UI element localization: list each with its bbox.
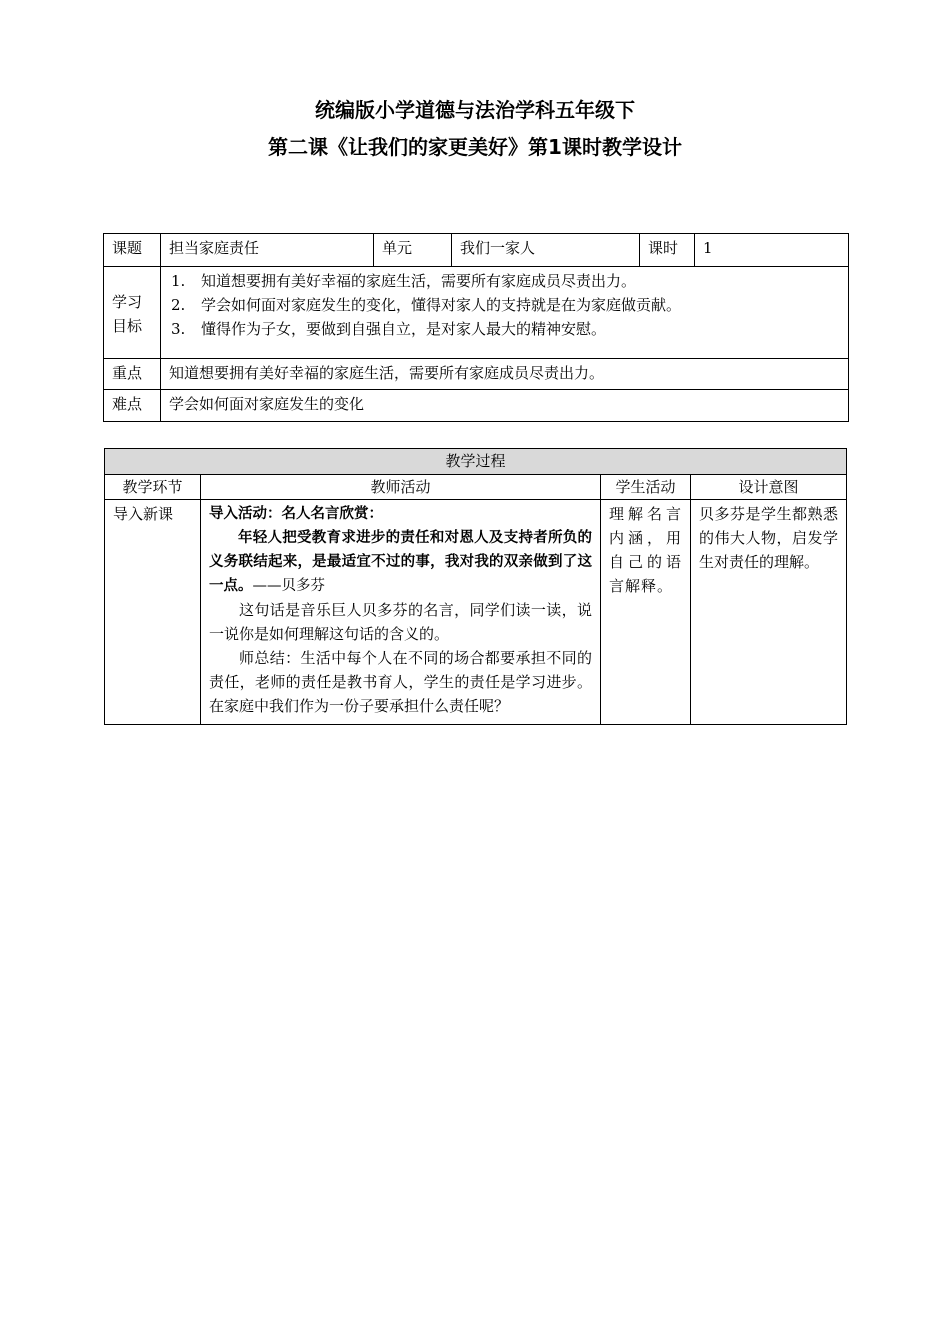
goal-number: 3. — [171, 320, 186, 338]
column-header-teacher: 教师活动 — [201, 475, 601, 500]
teacher-paragraph-1: 这句话是音乐巨人贝多芬的名言，同学们读一读，说一说你是如何理解这句话的含义的。 — [209, 601, 592, 643]
goals-row — [104, 267, 849, 359]
document-title-line-1: 统编版小学道德与法治学科五年级下 — [315, 98, 635, 122]
period-value: 1 — [695, 234, 849, 267]
goals-list — [161, 267, 849, 359]
column-header-intent: 设计意图 — [691, 475, 847, 500]
column-header-row — [105, 475, 847, 500]
goal-item — [169, 317, 840, 341]
teacher-paragraph-2: 师总结：生活中每个人在不同的场合都要承担不同的责任，老师的责任是教书育人，学生的责任是学习进步。在家庭中我们作为一份子要承担什么责任呢？ — [209, 649, 592, 715]
activity-title: 导入活动：名人名言欣赏： — [209, 506, 383, 522]
goal-text: 懂得作为子女，要做到自强自立，是对家人最大的精神安慰。 — [201, 320, 607, 338]
teaching-process-table — [104, 448, 847, 725]
teacher-activity-cell — [201, 500, 601, 725]
column-header-stage: 教学环节 — [105, 475, 201, 500]
key-point-value: 知道想要拥有美好幸福的家庭生活，需要所有家庭成员尽责出力。 — [161, 359, 849, 390]
goal-item — [169, 269, 840, 293]
unit-label: 单元 — [374, 234, 452, 267]
goal-number: 2. — [171, 296, 186, 314]
unit-value: 我们一家人 — [452, 234, 640, 267]
goal-text: 学会如何面对家庭发生的变化，懂得对家人的支持就是在为家庭做贡献。 — [201, 296, 682, 314]
goal-number: 1. — [171, 272, 186, 290]
stage-cell: 导入新课 — [105, 500, 201, 725]
quote-text: 年轻人把受教育求进步的责任和对恩人及支持者所负的义务联结起来，是最适宜不过的事，我对我的双亲做到了这一点。 — [209, 530, 592, 594]
difficulty-row — [104, 390, 849, 422]
document-title-line-2: 第二课《让我们的家更美好》第1课时教学设计 — [268, 135, 682, 159]
lesson-info-table — [103, 233, 849, 422]
topic-label: 课题 — [104, 234, 161, 267]
topic-value: 担当家庭责任 — [161, 234, 374, 267]
design-intent-cell: 贝多芬是学生都熟悉的伟大人物，启发学生对责任的理解。 — [691, 500, 847, 725]
student-activity-cell: 理解名言内涵，用自己的语言解释。 — [601, 500, 691, 725]
process-header-row — [105, 449, 847, 475]
process-row — [105, 500, 847, 725]
goals-label-line-1: 学习 — [112, 292, 143, 311]
key-point-label: 重点 — [104, 359, 161, 390]
period-label: 课时 — [640, 234, 695, 267]
quote-author: ——贝多芬 — [252, 578, 325, 594]
goals-label-line-2: 目标 — [112, 316, 143, 335]
process-header: 教学过程 — [105, 449, 847, 475]
goals-label — [104, 267, 161, 359]
quote-paragraph — [209, 526, 592, 598]
difficulty-label: 难点 — [104, 390, 161, 422]
goal-item — [169, 293, 840, 317]
key-point-row — [104, 359, 849, 390]
goal-text: 知道想要拥有美好幸福的家庭生活，需要所有家庭成员尽责出力。 — [201, 272, 637, 290]
column-header-student: 学生活动 — [601, 475, 691, 500]
difficulty-value: 学会如何面对家庭发生的变化 — [161, 390, 849, 422]
topic-row — [104, 234, 849, 267]
